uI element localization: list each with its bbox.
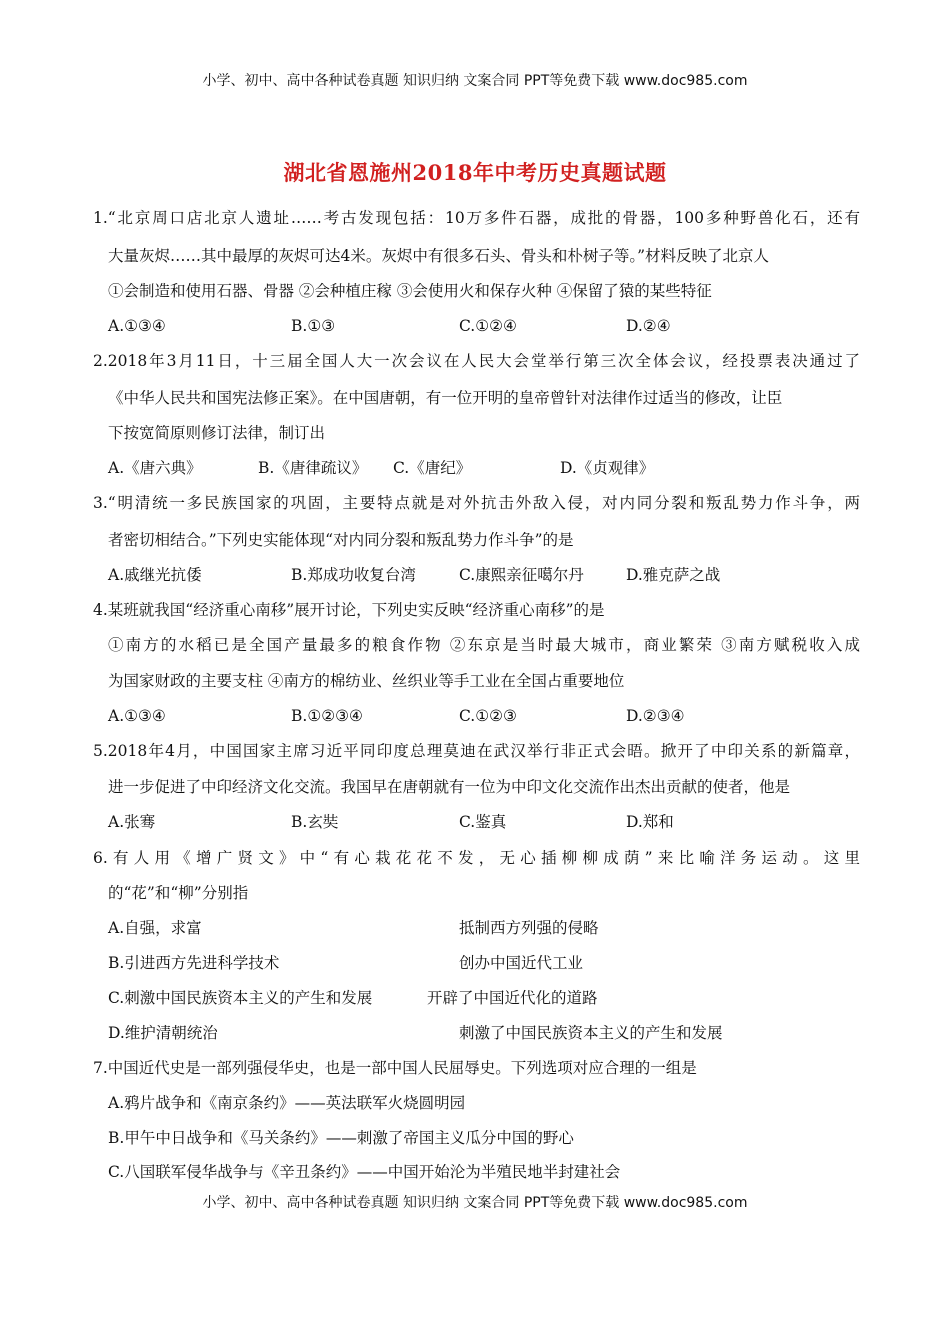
question-1-line-1: 1.“北京周口店北京人遗址……考古发现包括：10万多件石器，成批的骨器，100多种野兽化石，还有 — [93, 209, 860, 227]
question-6-option-c-left: C.刺激中国民族资本主义的产生和发展 — [108, 989, 373, 1007]
question-7-option-b: B.甲午中日战争和《马关条约》——刺激了帝国主义瓜分中国的野心 — [108, 1129, 574, 1147]
question-2-option-a: A.《唐六典》 — [108, 459, 202, 477]
question-2-line-1: 2.2018年3月11日，十三届全国人大一次会议在人民大会堂举行第三次全体会议，经投票表决通过了 — [93, 352, 860, 370]
question-1-option-c: C.①②④ — [459, 317, 517, 335]
question-5-option-a: A.张骞 — [108, 813, 156, 831]
question-6-option-a-right: 抵制西方列强的侵略 — [459, 919, 599, 937]
question-5-line-2: 进一步促进了中印经济文化交流。我国早在唐朝就有一位为中印文化交流作出杰出贡献的使者，他是 — [108, 778, 791, 796]
question-1-option-d: D.②④ — [626, 317, 671, 335]
question-6-option-b-left: B.引进西方先进科学技术 — [108, 954, 280, 972]
page-header: 小学、初中、高中各种试卷真题 知识归纳 文案合同 PPT等免费下载 www.doc985.com — [202, 73, 748, 89]
question-5-option-c: C.鉴真 — [459, 813, 507, 831]
question-3-option-a: A.戚继光抗倭 — [108, 566, 202, 584]
question-6-option-b-right: 创办中国近代工业 — [459, 954, 584, 972]
page-footer: 小学、初中、高中各种试卷真题 知识归纳 文案合同 PPT等免费下载 www.doc985.com — [202, 1195, 748, 1211]
question-6-line-1: 6.有人用《增广贤文》中“有心栽花花不发，无心插柳柳成荫”来比喻洋务运动。这里 — [93, 849, 860, 867]
question-5-option-b: B.玄奘 — [291, 813, 339, 831]
question-1-line-3: ①会制造和使用石器、骨器 ②会种植庄稼 ③会使用火和保存火种 ④保留了猿的某些特征 — [108, 282, 712, 300]
question-5-line-1: 5.2018年4月，中国国家主席习近平同印度总理莫迪在武汉举行非正式会晤。掀开了中印关系的新篇章， — [93, 742, 860, 760]
question-4-option-b: B.①②③④ — [291, 707, 363, 725]
question-2-option-d: D.《贞观律》 — [560, 459, 655, 477]
question-7-option-a: A.鸦片战争和《南京条约》——英法联军火烧圆明园 — [108, 1094, 466, 1112]
question-4-option-d: D.②③④ — [626, 707, 685, 725]
question-1-line-2: 大量灰烬……其中最厚的灰烬可达4米。灰烬中有很多石头、骨头和朴树子等。”材料反映了北京人 — [108, 247, 770, 265]
question-3-line-2: 者密切相结合。”下列史实能体现“对内同分裂和叛乱势力作斗争”的是 — [108, 531, 574, 549]
question-2-option-b: B.《唐律疏议》 — [258, 459, 368, 477]
question-4-line-2: ①南方的水稻已是全国产量最多的粮食作物 ②东京是当时最大城市，商业繁荣 ③南方赋税收入成 — [108, 636, 860, 654]
question-6-option-c-right: 开辟了中国近代化的道路 — [427, 989, 598, 1007]
question-5-option-d: D.郑和 — [626, 813, 674, 831]
question-6-option-d-left: D.维护清朝统治 — [108, 1024, 218, 1042]
question-6-line-2: 的“花”和“柳”分别指 — [108, 884, 249, 902]
question-7-line-1: 7.中国近代史是一部列强侵华史，也是一部中国人民屈辱史。下列选项对应合理的一组是 — [93, 1059, 697, 1077]
question-2-line-3: 下按宽简原则修订法律，制订出 — [108, 424, 326, 442]
question-2-line-2: 《中华人民共和国宪法修正案》。在中国唐朝，有一位开明的皇帝曾针对法律作过适当的修改，让臣 — [108, 389, 783, 407]
question-4-option-a: A.①③④ — [108, 707, 166, 725]
question-4-line-3: 为国家财政的主要支柱 ④南方的棉纺业、丝织业等手工业在全国占重要地位 — [108, 672, 625, 690]
page-title: 湖北省恩施州2018年中考历史真题试题 — [283, 160, 667, 185]
question-7-option-c: C.八国联军侵华战争与《辛丑条约》——中国开始沦为半殖民地半封建社会 — [108, 1163, 621, 1181]
question-2-option-c: C.《唐纪》 — [393, 459, 472, 477]
question-1-option-b: B.①③ — [291, 317, 336, 335]
question-1-option-a: A.①③④ — [108, 317, 166, 335]
question-3-line-1: 3.“明清统一多民族国家的巩固，主要特点就是对外抗击外敌入侵，对内同分裂和叛乱势力作斗争，两 — [93, 494, 860, 512]
question-4-option-c: C.①②③ — [459, 707, 517, 725]
question-3-option-b: B.郑成功收复台湾 — [291, 566, 416, 584]
question-6-option-a-left: A.自强，求富 — [108, 919, 202, 937]
question-4-line-1: 4.某班就我国“经济重心南移”展开讨论，下列史实反映“经济重心南移”的是 — [93, 601, 605, 619]
question-3-option-c: C.康熙亲征噶尔丹 — [459, 566, 584, 584]
question-3-option-d: D.雅克萨之战 — [626, 566, 721, 584]
question-6-option-d-right: 刺激了中国民族资本主义的产生和发展 — [459, 1024, 723, 1042]
